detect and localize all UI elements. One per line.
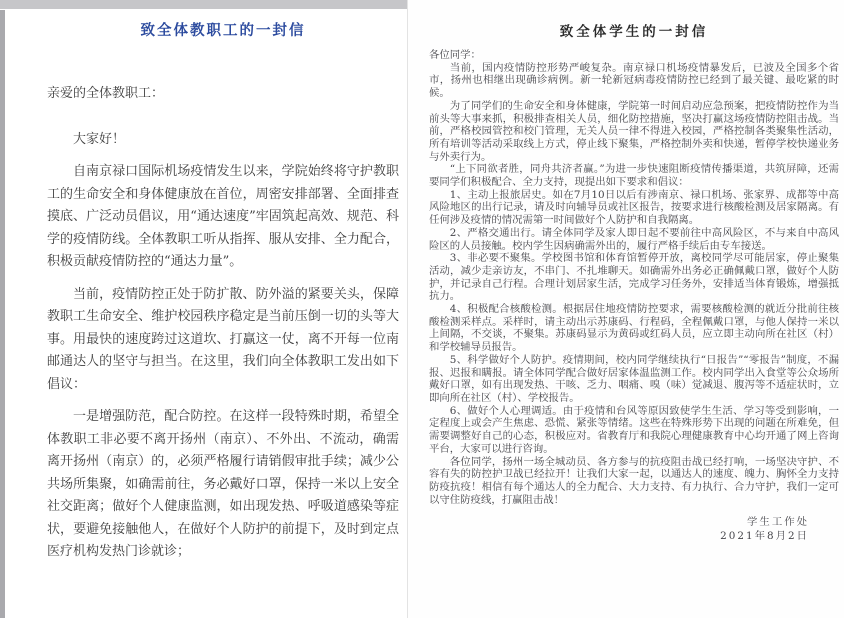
signature-department: 学生工作处: [747, 516, 809, 529]
paragraph: 当前，疫情防控正处于防扩散、防外溢的紧要关头，保障教职工生命安全、维护校园秩序稳定是当前压倒一切的头等大事。用最快的速度跨过这道坎、打赢这一仗，离不开每一位南邮通达人的坚守与担当。在这里，我们向全体教职工发出如下倡议：: [47, 286, 399, 392]
student-letter-title: 致全体学生的一封信: [559, 24, 709, 40]
paragraph: “上下同欲者胜，同舟共济者赢。”为进一步快速阻断疫情传播渠道，共筑屏障，还需要同学们积极配合、全力支持，现提出如下要求和倡议：: [429, 163, 839, 189]
paragraph: 当前，国内疫情防控形势严峻复杂。南京禄口机场疫情暴发后，已波及全国多个省市，扬州也相继出现确诊病例。新一轮新冠病毒疫情防控已经到了最关键、最吃紧的时候。: [429, 61, 839, 100]
paragraph: 各位同学，扬州一场全城动员、各方参与的抗疫阻击战已经打响，一场坚决守护、不容有失的防控护卫战已经拉开！让我们大家一起，以通达人的速度、魄力、胸怀全力支持防疫抗疫！相信有每个通达人的全力配合、大力支持、有力执行、合力守护，我们一定可以守住防疫线，打赢阻击战！: [429, 455, 839, 506]
paragraph: 1、主动上报旅居史。如在7月10日以后有涉南京、禄口机场、张家界、成都等中高风险地区的出行记录，请及时向辅导员或社区报告，按要求进行核酸检测及居家隔离。有任何涉及疫情的情况需第一时间做好个人防护和自我隔离。: [429, 188, 839, 227]
faculty-letter-salutation: 亲爱的全体教职工：: [47, 86, 165, 101]
paragraph: 3、非必要不聚集。学校图书馆和体育馆暂停开放，离校同学尽可能居家，停止聚集活动，减少走亲访友，不串门、不扎堆聊天。如确需外出务必正确佩戴口罩，做好个人防护，并记录自己行程。合理计划居家生活，完成学习任务外，安排适当体育锻炼，增强抵抗力。: [429, 252, 839, 303]
signature-block: [429, 515, 839, 543]
faculty-letter-content: [0, 0, 407, 564]
paragraph: 4、积极配合核酸检测。根据居住地疫情防控要求，需要核酸检测的就近分批前往核酸检测采样点。采样时，请主动出示苏康码、行程码，全程佩戴口罩，与他人保持一米以上间隔，不交谈，不聚集。苏康码显示为黄码或红码人员，应立即主动向所在社区（村）和学校辅导员报告。: [429, 303, 839, 354]
student-letter-salutation: 各位同学：: [429, 49, 481, 61]
scan-edge-left: [0, 10, 5, 618]
paragraph: 5、科学做好个人防护。疫情期间，校内同学继续执行“日报告”“零报告”制度，不漏报、迟报和瞒报。请全体同学配合做好居家体温监测工作。校内同学出入食堂等公众场所戴好口罩，如有出现发热、干咳、乏力、咽痛、嗅（味）觉减退、腹泻等不适症状时，立即向所在社区（村）、学校报告。: [429, 353, 839, 404]
paragraph: 6、做好个人心理调适。由于疫情和台风等原因致使学生生活、学习等受到影响，一定程度上或会产生焦虑、恐慌、紧张等情绪。这些在特殊形势下出现的问题在所难免，但需要调整好自己的心态，积极应对。省教育厅和我院心理健康教育中心均开通了网上咨询平台，大家可以进行咨询。: [429, 404, 839, 455]
paragraph: 2、严格交通出行。请全体同学及家人即日起不要前往中高风险区，不与来自中高风险区的人员接触。校内学生因病确需外出的，履行严格手续后由专车接送。: [429, 226, 839, 252]
paragraph: 自南京禄口国际机场疫情发生以来，学院始终将守护教职工的生命安全和身体健康放在首位，周密安排部署、全面排查摸底、广泛动员倡议，用“通达速度”牢固筑起高效、规范、科学的疫情防线。全体教职工听从指挥、服从安排、全力配合，积极贡献疫情防控的“通达力量”。: [47, 164, 399, 269]
student-letter-body: [429, 49, 839, 543]
student-letter-page: [408, 0, 844, 618]
signature-date: 2021年8月2日: [720, 530, 809, 543]
scan-edge-top: [0, 0, 407, 9]
student-letter-content: [408, 0, 844, 543]
faculty-letter-greeting: 大家好！: [73, 131, 126, 147]
paragraph: 为了同学们的生命安全和身体健康，学院第一时间启动应急预案，把疫情防控作为当前头等大事来抓，积极排查相关人员，细化防控措施，坚决打赢这场疫情防控阻击战。当前，严格校园管控和校门管理，无关人员一律不得进入校园，严格控制各类聚集性活动，所有培训等活动采取线上方式，停止线下聚集，严格控制外卖和快递，暂停学校快递业务与外卖行为。: [429, 99, 839, 163]
faculty-letter-page: [0, 0, 408, 618]
paragraph: 一是增强防范，配合防控。在这样一段特殊时期，希望全体教职工非必要不离开扬州（南京）、不外出、不流动，确需离开扬州（南京）的，必须严格履行请销假审批手续；减少公共场所集聚，如确需前往，务必戴好口罩，保持一米以上安全社交距离；做好个人健康监测，如出现发热、呼吸道感染等症状，要避免接触他人，在做好个人防护的前提下，及时到定点医疗机构发热门诊就诊；: [47, 409, 399, 559]
faculty-letter-title: 致全体教职工的一封信: [140, 22, 306, 39]
faculty-letter-body: [47, 83, 399, 564]
